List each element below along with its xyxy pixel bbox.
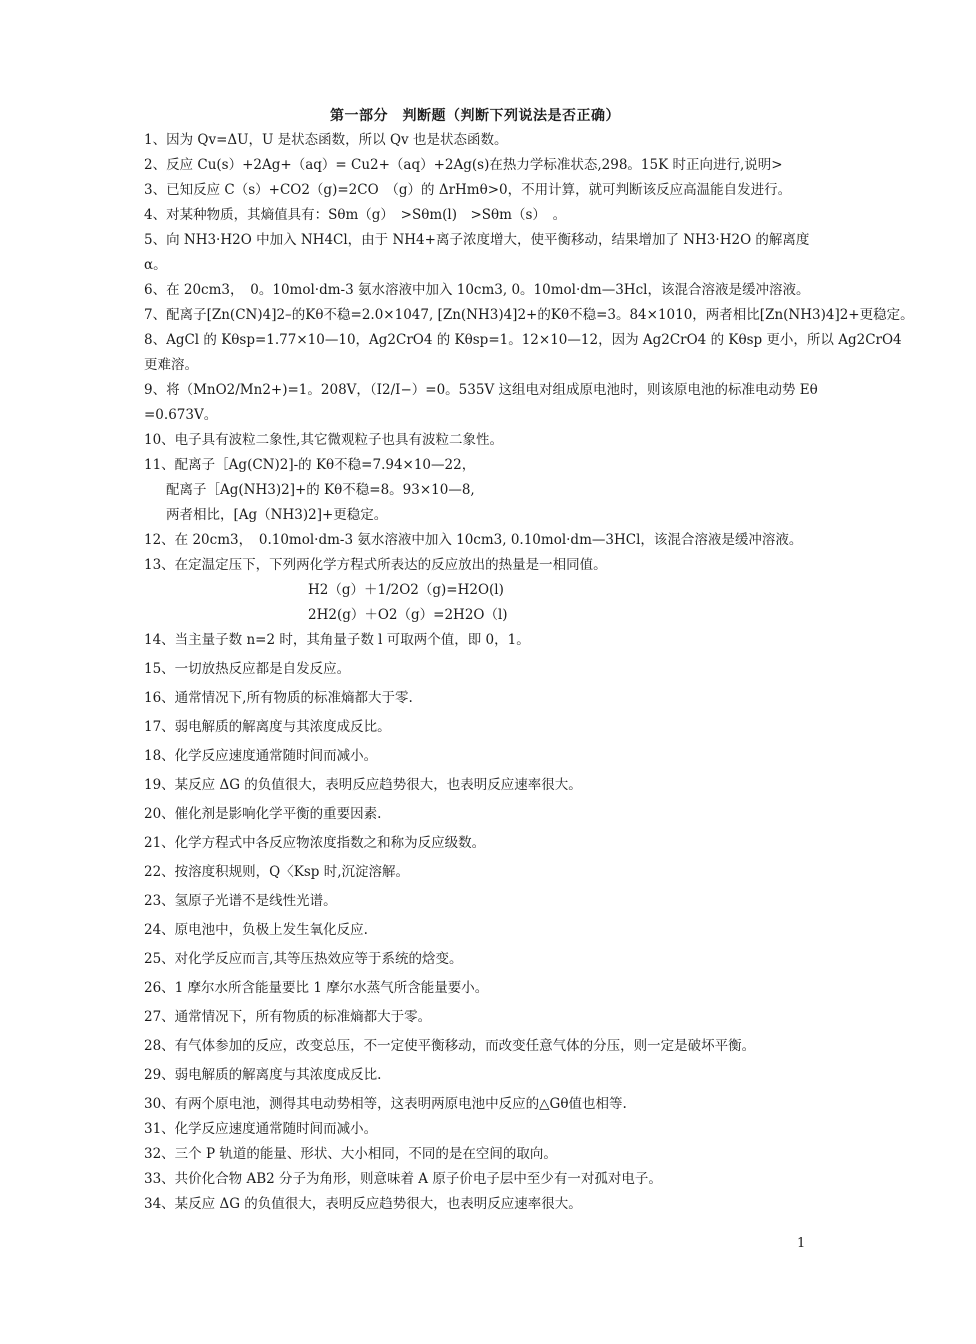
question-line: 17、弱电解质的解离度与其浓度成反比。 [144, 719, 391, 735]
question-line: 33、共价化合物 AB2 分子为角形，则意味着 A 原子价电子层中至少有一对孤对电子。 [144, 1171, 662, 1187]
question-line-continuation: 两者相比，[Ag（NH3)2]+更稳定。 [166, 507, 388, 523]
question-line: 25、对化学反应而言,其等压热效应等于系统的焓变。 [144, 951, 463, 967]
question-line: 16、通常情况下,所有物质的标准熵都大于零. [144, 690, 413, 706]
question-line: 21、化学方程式中各反应物浓度指数之和称为反应级数。 [144, 835, 486, 851]
question-line: 10、电子具有波粒二象性,其它微观粒子也具有波粒二象性。 [144, 432, 503, 448]
question-line-continuation: α。 [144, 257, 167, 273]
question-line: 15、一切放热反应都是自发反应。 [144, 661, 351, 677]
page-number: 1 [797, 1236, 806, 1251]
question-line: 13、在定温定压下，下列两化学方程式所表达的反应放出的热量是一相同值。 [144, 557, 607, 573]
question-line: 7、配离子[Zn(CN)4]2–的Kθ不稳=2.0×1047, [Zn(NH3)4]2+的Kθ不稳=3。84×1010，两者相比[Zn(NH3)4]2+更稳定。 [144, 307, 914, 323]
question-line: 19、某反应 ΔG 的负值很大，表明反应趋势很大，也表明反应速率很大。 [144, 777, 582, 793]
question-line: 29、弱电解质的解离度与其浓度成反比. [144, 1067, 382, 1083]
question-line: 24、原电池中，负极上发生氧化反应. [144, 922, 368, 938]
question-line: 30、有两个原电池，测得其电动势相等，这表明两原电池中反应的△Gθ值也相等. [144, 1096, 627, 1112]
question-line: 28、有气体参加的反应，改变总压，不一定使平衡移动，而改变任意气体的分压，则一定是破坏平衡。 [144, 1038, 756, 1054]
question-line: 18、化学反应速度通常随时间而减小。 [144, 748, 378, 764]
question-line: 14、当主量子数 n=2 时，其角量子数 l 可取两个值，即 0，1。 [144, 632, 530, 648]
question-line: 34、某反应 ΔG 的负值很大，表明反应趋势很大，也表明反应速率很大。 [144, 1196, 582, 1212]
question-line: 3、已知反应 C（s）+CO2（g)=2CO （g）的 ΔrHmθ>0，不用计算，就可判断该反应高温能自发进行。 [144, 182, 792, 198]
equation-line: 2H2(g）＋O2（g）=2H2O（l) [308, 607, 508, 623]
section-title: 第一部分 判断题（判断下列说法是否正确） [330, 108, 620, 124]
question-line: 1、因为 Qv=ΔU，U 是状态函数，所以 Qv 也是状态函数。 [144, 132, 508, 148]
question-line-continuation: 更难溶。 [144, 357, 198, 373]
question-line: 6、在 20cm3， 0。10mol·dm-3 氨水溶液中加入 10cm3, 0。10mol·dm—3Hcl，该混合溶液是缓冲溶液。 [144, 282, 810, 298]
question-line: 12、在 20cm3， 0.10mol·dm-3 氨水溶液中加入 10cm3, 0.10mol·dm—3HCl，该混合溶液是缓冲溶液。 [144, 532, 803, 548]
question-line: 8、AgCl 的 Kθsp=1.77×10—10，Ag2CrO4 的 Kθsp=1。12×10—12，因为 Ag2CrO4 的 Kθsp 更小，所以 Ag2CrO4 [144, 332, 902, 348]
question-line: 26、1 摩尔水所含能量要比 1 摩尔水蒸气所含能量要小。 [144, 980, 489, 996]
question-line: 9、将（MnO2/Mn2+)=1。208V，（I2/I−）=0。535V 这组电对组成原电池时，则该原电池的标准电动势 Eθ [144, 382, 818, 398]
question-line-continuation: =0.673V。 [144, 407, 218, 423]
equation-line: H2（g）＋1/2O2（g)=H2O(l) [308, 582, 504, 598]
question-line: 31、化学反应速度通常随时间而减小。 [144, 1121, 378, 1137]
question-line-continuation: 配离子［Ag(NH3)2]+的 Kθ不稳=8。93×10—8, [166, 482, 475, 498]
question-line: 11、配离子［Ag(CN)2]-的 Kθ不稳=7.94×10—22， [144, 457, 476, 473]
question-line: 2、反应 Cu(s）+2Ag+（aq）= Cu2+（aq）+2Ag(s)在热力学标准状态,298。15K 时正向进行,说明> [144, 157, 783, 173]
question-line: 32、三个 P 轨道的能量、形状、大小相同，不同的是在空间的取向。 [144, 1146, 557, 1162]
question-line: 22、按溶度积规则，Q〈Ksp 时,沉淀溶解。 [144, 864, 409, 880]
question-line: 27、通常情况下，所有物质的标准熵都大于零。 [144, 1009, 432, 1025]
question-line: 4、对某种物质，其熵值具有：Sθm（g） >Sθm(l) >Sθm（s） 。 [144, 207, 567, 223]
question-line: 5、向 NH3·H2O 中加入 NH4Cl，由于 NH4+离子浓度增大，使平衡移动，结果增加了 NH3·H2O 的解离度 [144, 232, 810, 248]
question-line: 20、催化剂是影响化学平衡的重要因素. [144, 806, 382, 822]
question-line: 23、氢原子光谱不是线性光谱。 [144, 893, 337, 909]
